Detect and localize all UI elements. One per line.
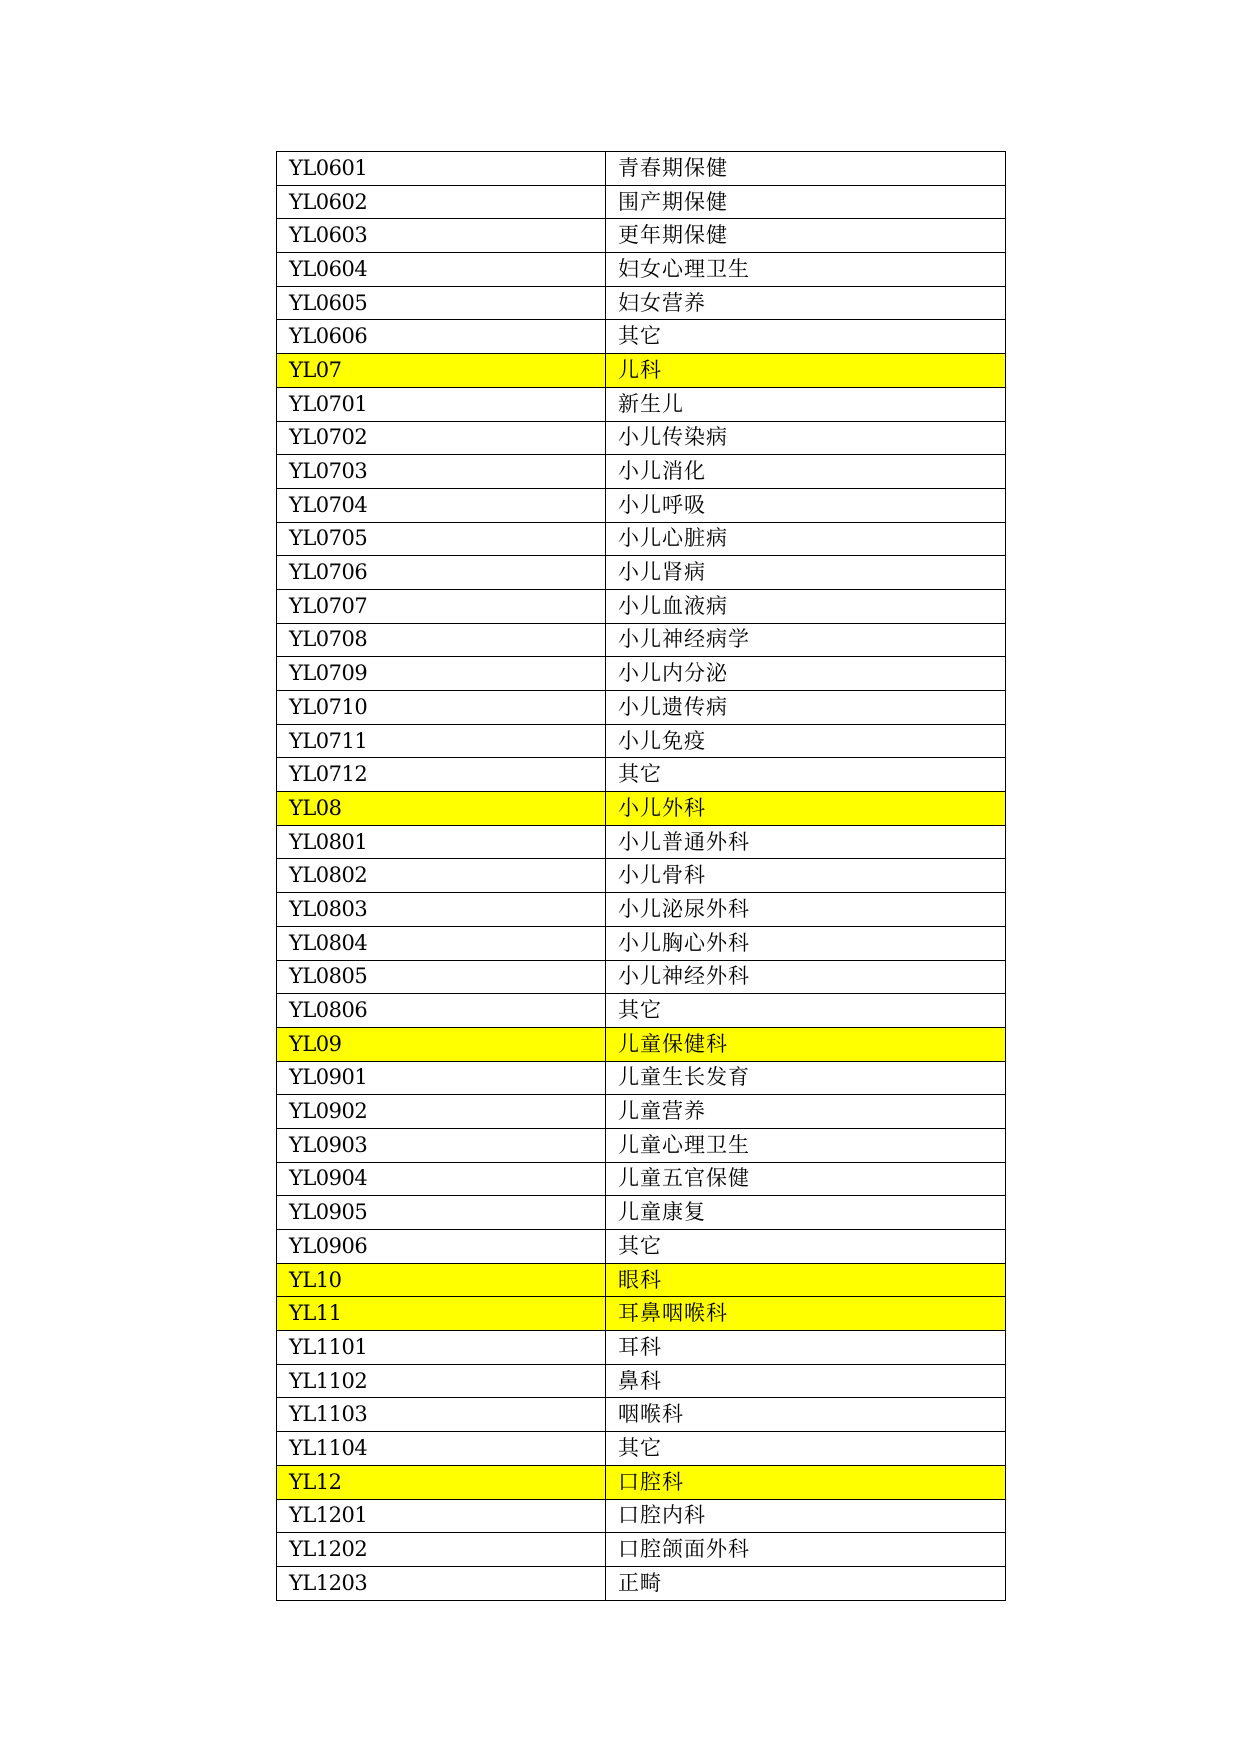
table-row — [277, 1566, 1006, 1600]
department-name-cell: 小儿血液病 — [606, 589, 1006, 623]
code-cell: YL0901 — [277, 1061, 606, 1095]
code-cell: YL1104 — [277, 1432, 606, 1466]
category-row — [277, 1465, 1006, 1499]
department-name-cell: 小儿胸心外科 — [606, 926, 1006, 960]
code-cell: YL09 — [277, 1027, 606, 1061]
department-name-cell: 更年期保健 — [606, 219, 1006, 253]
category-row — [277, 792, 1006, 826]
code-cell: YL1202 — [277, 1533, 606, 1567]
table-body — [277, 152, 1006, 1601]
table-row — [277, 1230, 1006, 1264]
table-row — [277, 960, 1006, 994]
code-cell: YL07 — [277, 354, 606, 388]
department-name-cell: 眼科 — [606, 1263, 1006, 1297]
table-row — [277, 758, 1006, 792]
department-name-cell: 小儿免疫 — [606, 724, 1006, 758]
department-name-cell: 小儿外科 — [606, 792, 1006, 826]
table-row — [277, 522, 1006, 556]
department-name-cell: 儿童心理卫生 — [606, 1128, 1006, 1162]
table-row — [277, 1398, 1006, 1432]
code-cell: YL0702 — [277, 421, 606, 455]
department-name-cell: 妇女心理卫生 — [606, 253, 1006, 287]
code-cell: YL0709 — [277, 657, 606, 691]
code-cell: YL0801 — [277, 825, 606, 859]
code-cell: YL0706 — [277, 556, 606, 590]
department-name-cell: 其它 — [606, 758, 1006, 792]
table-row — [277, 556, 1006, 590]
code-cell: YL1102 — [277, 1364, 606, 1398]
code-cell: YL0606 — [277, 320, 606, 354]
code-cell: YL1201 — [277, 1499, 606, 1533]
table-row — [277, 1095, 1006, 1129]
department-name-cell: 小儿神经病学 — [606, 623, 1006, 657]
department-name-cell: 小儿肾病 — [606, 556, 1006, 590]
department-name-cell: 口腔颌面外科 — [606, 1533, 1006, 1567]
code-cell: YL08 — [277, 792, 606, 826]
code-cell: YL0712 — [277, 758, 606, 792]
table-row — [277, 724, 1006, 758]
table-row — [277, 589, 1006, 623]
department-name-cell: 咽喉科 — [606, 1398, 1006, 1432]
department-name-cell: 小儿呼吸 — [606, 488, 1006, 522]
code-cell: YL0805 — [277, 960, 606, 994]
table-row — [277, 387, 1006, 421]
code-cell: YL1101 — [277, 1331, 606, 1365]
department-name-cell: 小儿传染病 — [606, 421, 1006, 455]
department-name-cell: 小儿骨科 — [606, 859, 1006, 893]
department-name-cell: 其它 — [606, 1432, 1006, 1466]
code-cell: YL0906 — [277, 1230, 606, 1264]
code-cell: YL0705 — [277, 522, 606, 556]
code-cell: YL0701 — [277, 387, 606, 421]
table-row — [277, 1162, 1006, 1196]
department-name-cell: 小儿泌尿外科 — [606, 893, 1006, 927]
category-row — [277, 354, 1006, 388]
code-cell: YL0803 — [277, 893, 606, 927]
code-cell: YL0603 — [277, 219, 606, 253]
table-row — [277, 488, 1006, 522]
table-row — [277, 657, 1006, 691]
table-row — [277, 1061, 1006, 1095]
code-cell: YL0605 — [277, 286, 606, 320]
department-name-cell: 小儿普通外科 — [606, 825, 1006, 859]
category-row — [277, 1297, 1006, 1331]
code-cell: YL0905 — [277, 1196, 606, 1230]
table-row — [277, 1128, 1006, 1162]
code-cell: YL0708 — [277, 623, 606, 657]
code-cell: YL0601 — [277, 152, 606, 186]
code-cell: YL0904 — [277, 1162, 606, 1196]
department-name-cell: 耳科 — [606, 1331, 1006, 1365]
department-name-cell: 青春期保健 — [606, 152, 1006, 186]
department-name-cell: 小儿神经外科 — [606, 960, 1006, 994]
department-name-cell: 儿科 — [606, 354, 1006, 388]
department-name-cell: 儿童保健科 — [606, 1027, 1006, 1061]
table-row — [277, 152, 1006, 186]
department-name-cell: 儿童五官保健 — [606, 1162, 1006, 1196]
code-cell: YL0707 — [277, 589, 606, 623]
department-code-table — [276, 151, 1006, 1601]
table-row — [277, 691, 1006, 725]
code-cell: YL0902 — [277, 1095, 606, 1129]
code-cell: YL0903 — [277, 1128, 606, 1162]
table-row — [277, 1364, 1006, 1398]
department-name-cell: 其它 — [606, 1230, 1006, 1264]
table-row — [277, 253, 1006, 287]
table-row — [277, 421, 1006, 455]
department-name-cell: 儿童营养 — [606, 1095, 1006, 1129]
code-cell: YL0804 — [277, 926, 606, 960]
code-cell: YL12 — [277, 1465, 606, 1499]
department-name-cell: 围产期保健 — [606, 185, 1006, 219]
code-cell: YL11 — [277, 1297, 606, 1331]
department-name-cell: 新生儿 — [606, 387, 1006, 421]
code-cell: YL0604 — [277, 253, 606, 287]
table-row — [277, 1196, 1006, 1230]
table-row — [277, 893, 1006, 927]
department-name-cell: 耳鼻咽喉科 — [606, 1297, 1006, 1331]
code-cell: YL0703 — [277, 455, 606, 489]
table-row — [277, 623, 1006, 657]
table-row — [277, 455, 1006, 489]
table-row — [277, 859, 1006, 893]
department-name-cell: 其它 — [606, 994, 1006, 1028]
department-name-cell: 口腔科 — [606, 1465, 1006, 1499]
department-name-cell: 口腔内科 — [606, 1499, 1006, 1533]
table-row — [277, 1533, 1006, 1567]
table-row — [277, 1499, 1006, 1533]
code-cell: YL0806 — [277, 994, 606, 1028]
department-name-cell: 儿童康复 — [606, 1196, 1006, 1230]
code-cell: YL0802 — [277, 859, 606, 893]
table-row — [277, 185, 1006, 219]
code-cell: YL1203 — [277, 1566, 606, 1600]
department-name-cell: 儿童生长发育 — [606, 1061, 1006, 1095]
department-name-cell: 小儿消化 — [606, 455, 1006, 489]
department-name-cell: 其它 — [606, 320, 1006, 354]
department-name-cell: 鼻科 — [606, 1364, 1006, 1398]
table-row — [277, 1331, 1006, 1365]
code-cell: YL10 — [277, 1263, 606, 1297]
category-row — [277, 1263, 1006, 1297]
table-row — [277, 994, 1006, 1028]
code-cell: YL0711 — [277, 724, 606, 758]
table-row — [277, 286, 1006, 320]
department-name-cell: 小儿心脏病 — [606, 522, 1006, 556]
code-cell: YL0710 — [277, 691, 606, 725]
table-row — [277, 926, 1006, 960]
table-row — [277, 1432, 1006, 1466]
category-row — [277, 1027, 1006, 1061]
department-name-cell: 小儿内分泌 — [606, 657, 1006, 691]
table-row — [277, 825, 1006, 859]
department-name-cell: 正畸 — [606, 1566, 1006, 1600]
code-cell: YL0602 — [277, 185, 606, 219]
table-row — [277, 320, 1006, 354]
code-cell: YL1103 — [277, 1398, 606, 1432]
department-name-cell: 妇女营养 — [606, 286, 1006, 320]
code-cell: YL0704 — [277, 488, 606, 522]
department-name-cell: 小儿遗传病 — [606, 691, 1006, 725]
table-row — [277, 219, 1006, 253]
